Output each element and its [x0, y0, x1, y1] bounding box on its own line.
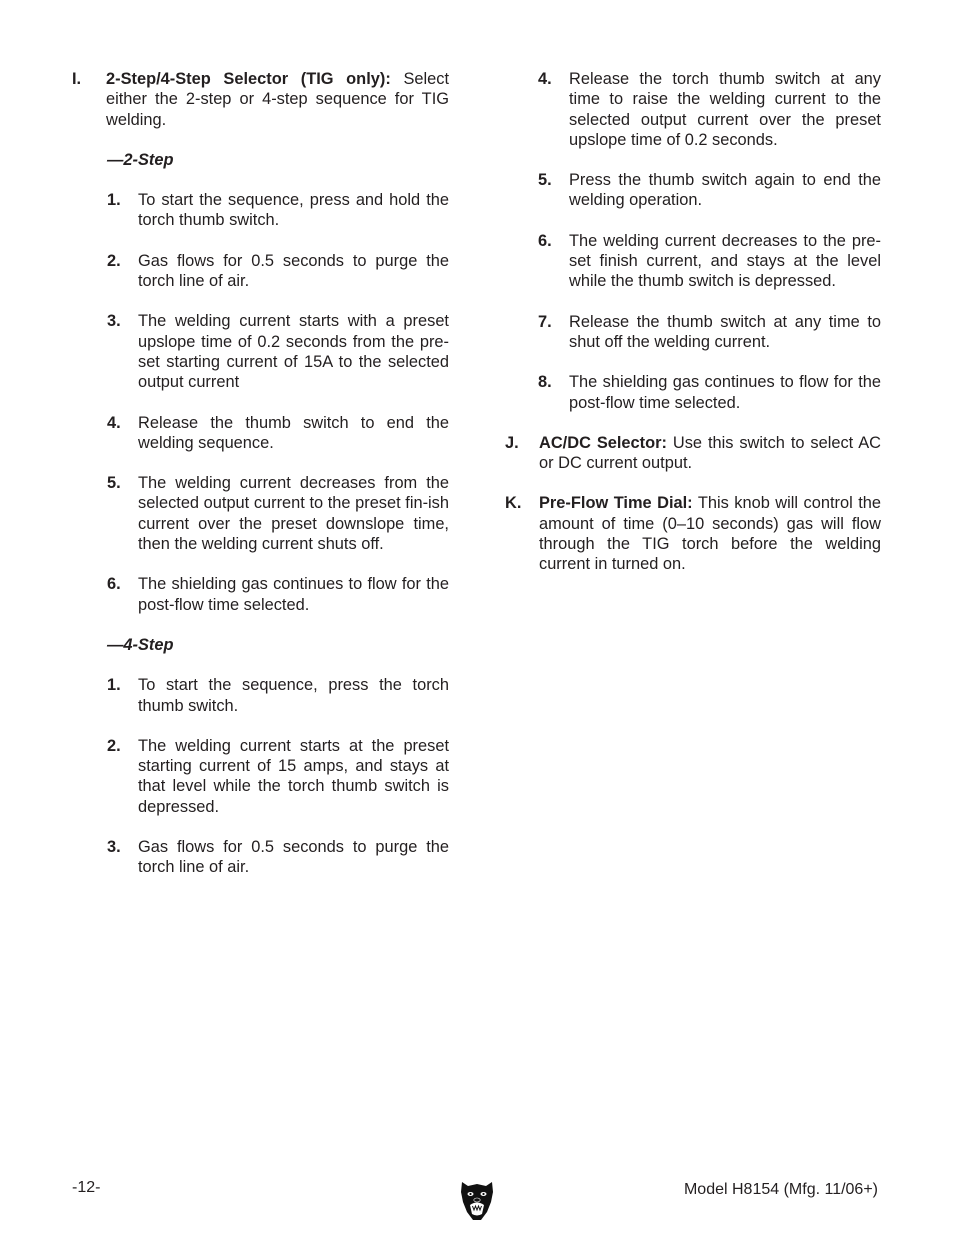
list-item [107, 736, 449, 817]
item-text: Select either the 2-step or 4-step sequence for TIG welding. [106, 70, 450, 129]
item-i [72, 69, 449, 130]
step-number: 8. [538, 373, 552, 392]
step-number: 2. [107, 736, 121, 755]
step-text: To start the sequence, press and hold the torch thumb switch. [138, 191, 449, 230]
step-text: The welding current decreases from the selected output current to the preset fin-ish current over the preset downslope time, then the welding current shuts off. [138, 474, 449, 554]
list-item [538, 372, 881, 413]
step-number: 6. [107, 575, 121, 594]
step-number: 5. [107, 474, 121, 493]
step-number: 6. [538, 231, 552, 250]
step-number: 3. [107, 838, 121, 857]
list-item [107, 190, 449, 231]
step-number: 4. [538, 70, 552, 88]
item-marker: J. [505, 433, 519, 452]
step-text: The welding current starts with a preset upslope time of 0.2 seconds from the pre-set starting current of 15A to the selected output current [138, 312, 449, 392]
step-text: To start the sequence, press the torch thumb switch. [138, 676, 449, 715]
step-text: Release the thumb switch at any time to shut off the welding current. [569, 312, 881, 351]
step-number: 4. [107, 413, 121, 432]
list-item [107, 473, 449, 554]
list-item [107, 311, 449, 392]
step-text: Gas flows for 0.5 seconds to purge the torch line of air. [138, 838, 449, 877]
list-item [107, 837, 449, 878]
step-number: 1. [107, 191, 121, 210]
item-k [505, 493, 881, 574]
step-number: 1. [107, 676, 121, 695]
step-text: Press the thumb switch again to end the welding operation. [569, 171, 881, 210]
step-number: 7. [538, 312, 552, 331]
model-label: Model H8154 (Mfg. 11/06+) [683, 1181, 878, 1198]
item-j [505, 433, 881, 474]
item-marker: K. [505, 494, 522, 513]
two-step-heading: —2-Step [107, 150, 174, 169]
list-item [107, 574, 449, 615]
right-column [505, 69, 881, 575]
step-text: The shielding gas continues to flow for the post-flow time selected. [569, 373, 881, 412]
step-text: Release the thumb switch to end the welding sequence. [138, 413, 449, 452]
list-item [538, 69, 881, 150]
bear-head-logo-icon [458, 1178, 496, 1222]
item-text: This knob will control the amount of time (0–10 seconds) gas will flow through the TIG torch before the welding current in turned on. [539, 494, 881, 574]
list-item [538, 231, 881, 292]
step-text: The shielding gas continues to flow for the post-flow time selected. [138, 575, 449, 614]
item-marker: I. [72, 70, 82, 88]
left-column [72, 69, 449, 878]
list-item [538, 170, 881, 211]
list-item [107, 413, 449, 454]
item-text: Use this switch to select AC or DC current output. [539, 433, 881, 473]
page-number: -12- [72, 1179, 101, 1196]
step-text: Release the torch thumb switch at any time to raise the welding current to the selected output current over the preset upslope time of 0.2 seconds. [569, 70, 881, 149]
list-item [538, 312, 881, 353]
step-text: The welding current starts at the preset starting current of 15 amps, and stays at that level while the torch thumb switch is depressed. [138, 736, 449, 816]
step-text: Gas flows for 0.5 seconds to purge the torch line of air. [138, 251, 449, 291]
step-text: The welding current decreases to the pre-set finish current, and stays at the level while the thumb switch is depressed. [569, 231, 881, 291]
step-number: 3. [107, 312, 121, 331]
list-item [107, 251, 449, 292]
item-title: Pre-Flow Time Dial: [539, 494, 693, 513]
list-item [107, 675, 449, 716]
four-step-heading: —4-Step [107, 635, 174, 654]
step-number: 2. [107, 251, 121, 270]
step-number: 5. [538, 171, 552, 190]
item-title: AC/DC Selector: [539, 433, 667, 452]
item-title: 2-Step/4-Step Selector (TIG only): [106, 70, 391, 88]
